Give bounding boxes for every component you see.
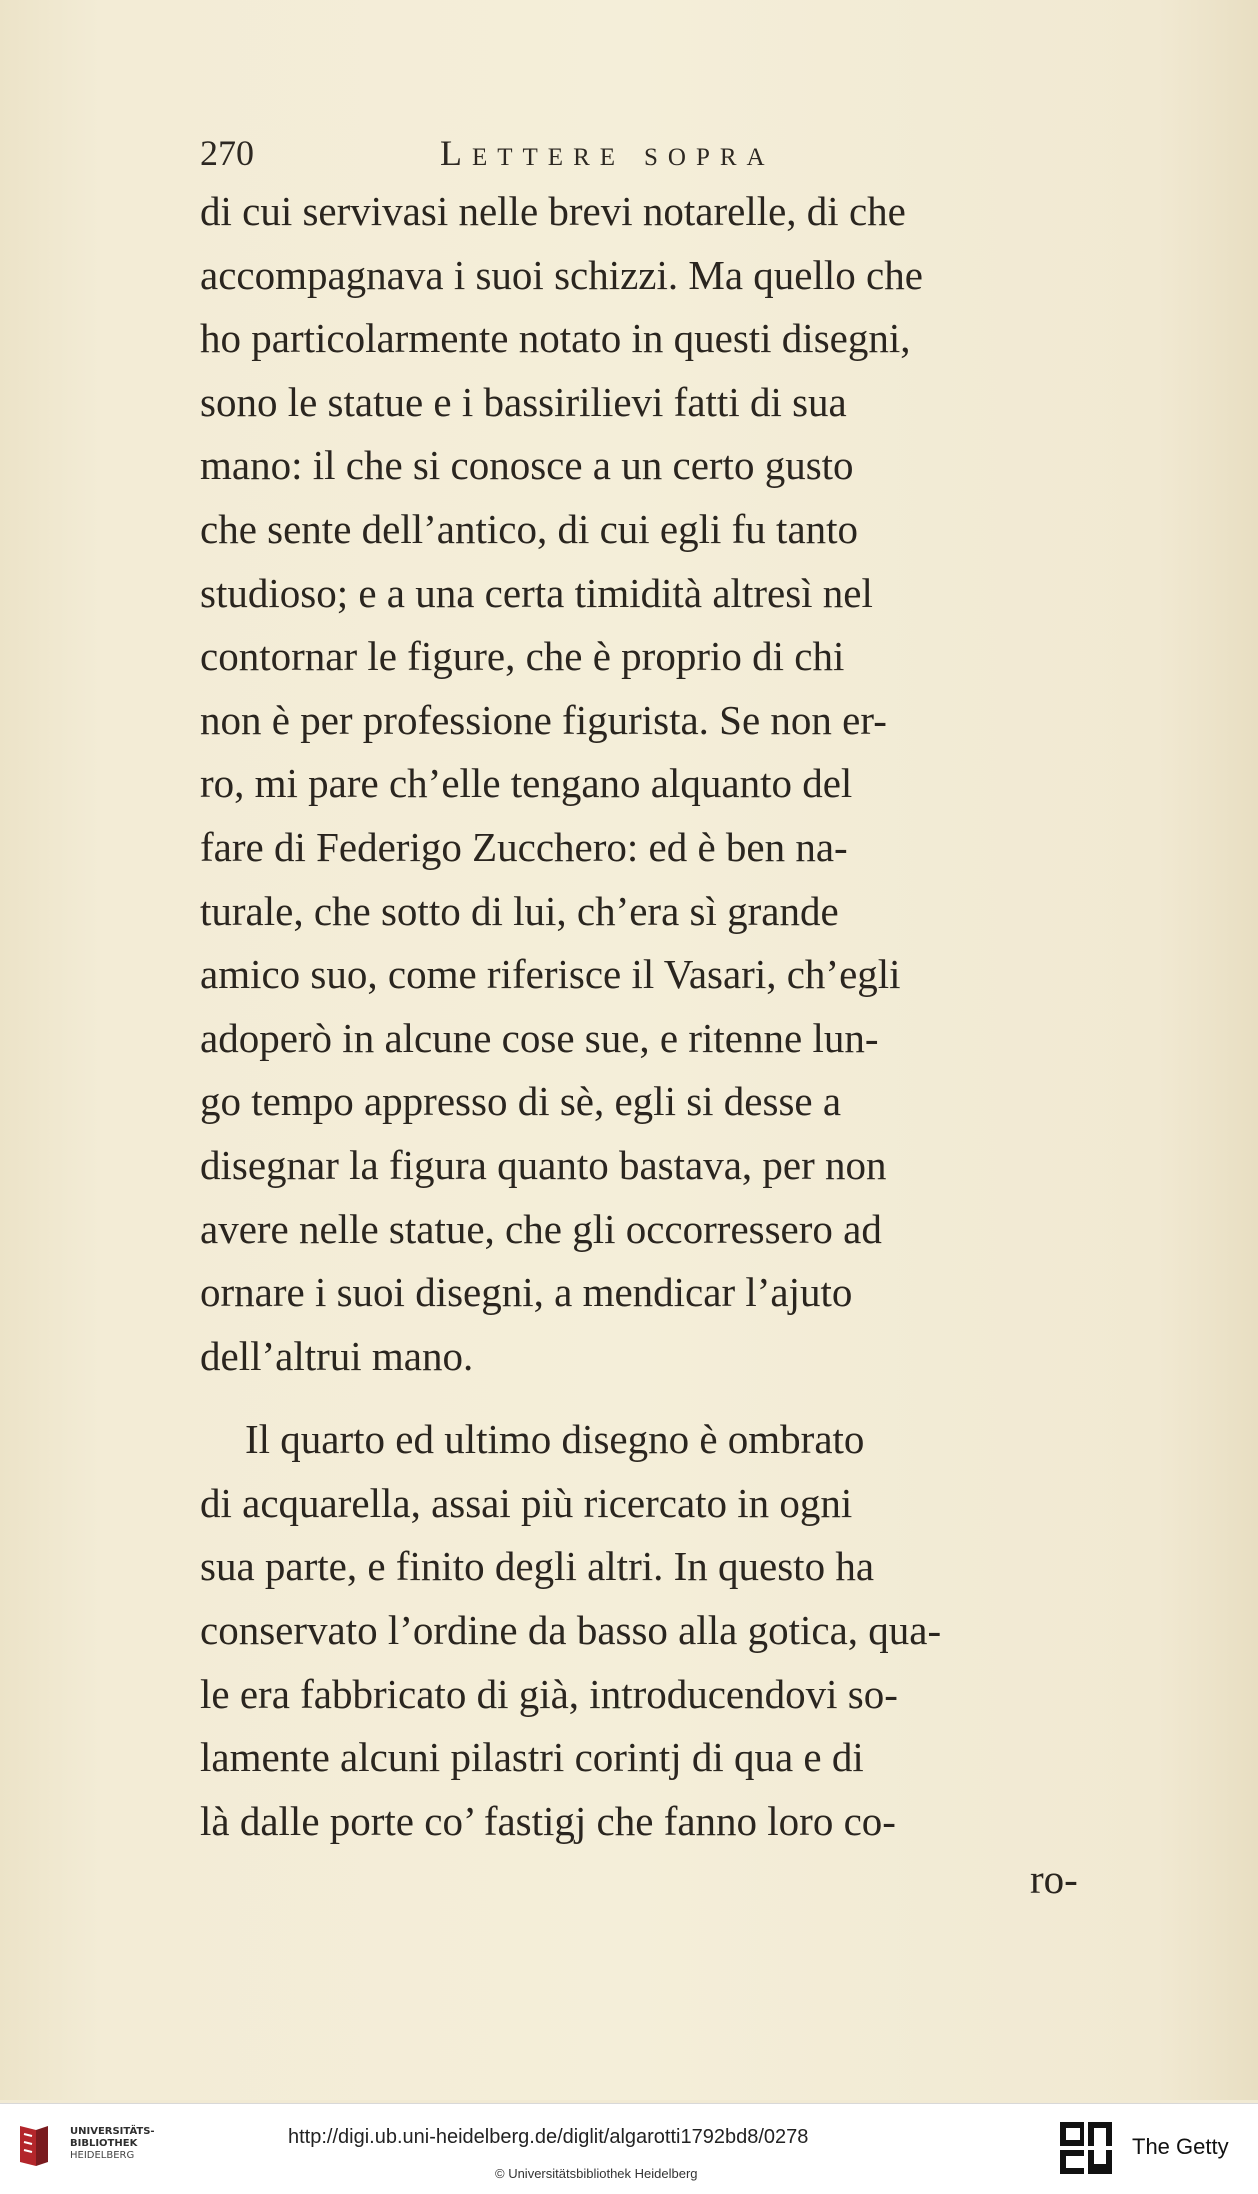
- text-line: studioso; e a una certa timidità altresì nel: [200, 569, 873, 616]
- text-line: fare di Federigo Zucchero: ed è ben na-: [200, 823, 848, 870]
- text-line: sua parte, e finito degli altri. In questo ha: [200, 1543, 875, 1590]
- library-city: HEIDELBERG: [70, 2150, 135, 2161]
- text-line: go tempo appresso di sè, egli si desse a: [200, 1078, 842, 1125]
- text-line: avere nelle statue, che gli occorressero ad: [200, 1205, 882, 1252]
- text-line: non è per professione figurista. Se non er-: [200, 696, 887, 743]
- university-library-logo: [14, 2122, 54, 2168]
- text-line: dell’altrui mano.: [200, 1332, 474, 1379]
- getty-logo-icon: [1058, 2120, 1114, 2178]
- text-line: contornar le figure, che è proprio di chi: [200, 633, 845, 680]
- text-line: lamente alcuni pilastri corintj di qua e di: [200, 1734, 864, 1781]
- text-line: le era fabbricato di già, introducendovi so-: [200, 1670, 898, 1717]
- copyright-notice: © Universitätsbibliothek Heidelberg: [495, 2166, 698, 2181]
- text-line: sono le statue e i bassirilievi fatti di sua: [200, 378, 847, 425]
- text-line: che sente dell’antico, di cui egli fu tanto: [200, 505, 859, 552]
- text-line: turale, che sotto di lui, ch’era sì grande: [200, 887, 839, 934]
- text-line: adoperò in alcune cose sue, e ritenne lun-: [200, 1014, 879, 1061]
- body-text: [200, 180, 1160, 1853]
- library-name-line-1: UNIVERSITÄTS-: [70, 2126, 155, 2137]
- text-line: di acquarella, assai più ricercato in ogni: [200, 1479, 853, 1526]
- text-line: mano: il che si conosce a un certo gusto: [200, 442, 854, 489]
- running-head: [200, 132, 920, 182]
- text-line: ornare i suoi disegni, a mendicar l’ajuto: [200, 1269, 853, 1316]
- paragraph-gap: [200, 1388, 1160, 1408]
- text-line: ro, mi pare ch’elle tengano alquanto del: [200, 760, 853, 807]
- text-line: ho particolarmente notato in questi disegni,: [200, 315, 911, 362]
- page-number: 270: [200, 133, 254, 173]
- getty-name: The Getty: [1132, 2134, 1229, 2159]
- permalink-url[interactable]: http://digi.ub.uni-heidelberg.de/diglit/algarotti1792bd8/0278: [288, 2126, 809, 2148]
- library-name-line-2: BIBLIOTHEK: [70, 2138, 138, 2149]
- viewer-footer: [0, 2103, 1258, 2194]
- text-line: amico suo, come riferisce il Vasari, ch’egli: [200, 951, 901, 998]
- text-line: conservato l’ordine da basso alla gotica, qua-: [200, 1607, 942, 1654]
- text-line: accompagnava i suoi schizzi. Ma quello che: [200, 251, 923, 298]
- text-line: disegnar la figura quanto bastava, per non: [200, 1141, 887, 1188]
- running-title: Lettere sopra: [440, 133, 775, 173]
- library-name: [70, 2126, 155, 2162]
- text-line: là dalle porte co’ fastigj che fanno loro co-: [200, 1797, 896, 1844]
- text-line: Il quarto ed ultimo disegno è ombrato: [245, 1416, 865, 1463]
- catchword: ro-: [1030, 1856, 1078, 1902]
- text-line: di cui servivasi nelle brevi notarelle, di che: [200, 188, 906, 234]
